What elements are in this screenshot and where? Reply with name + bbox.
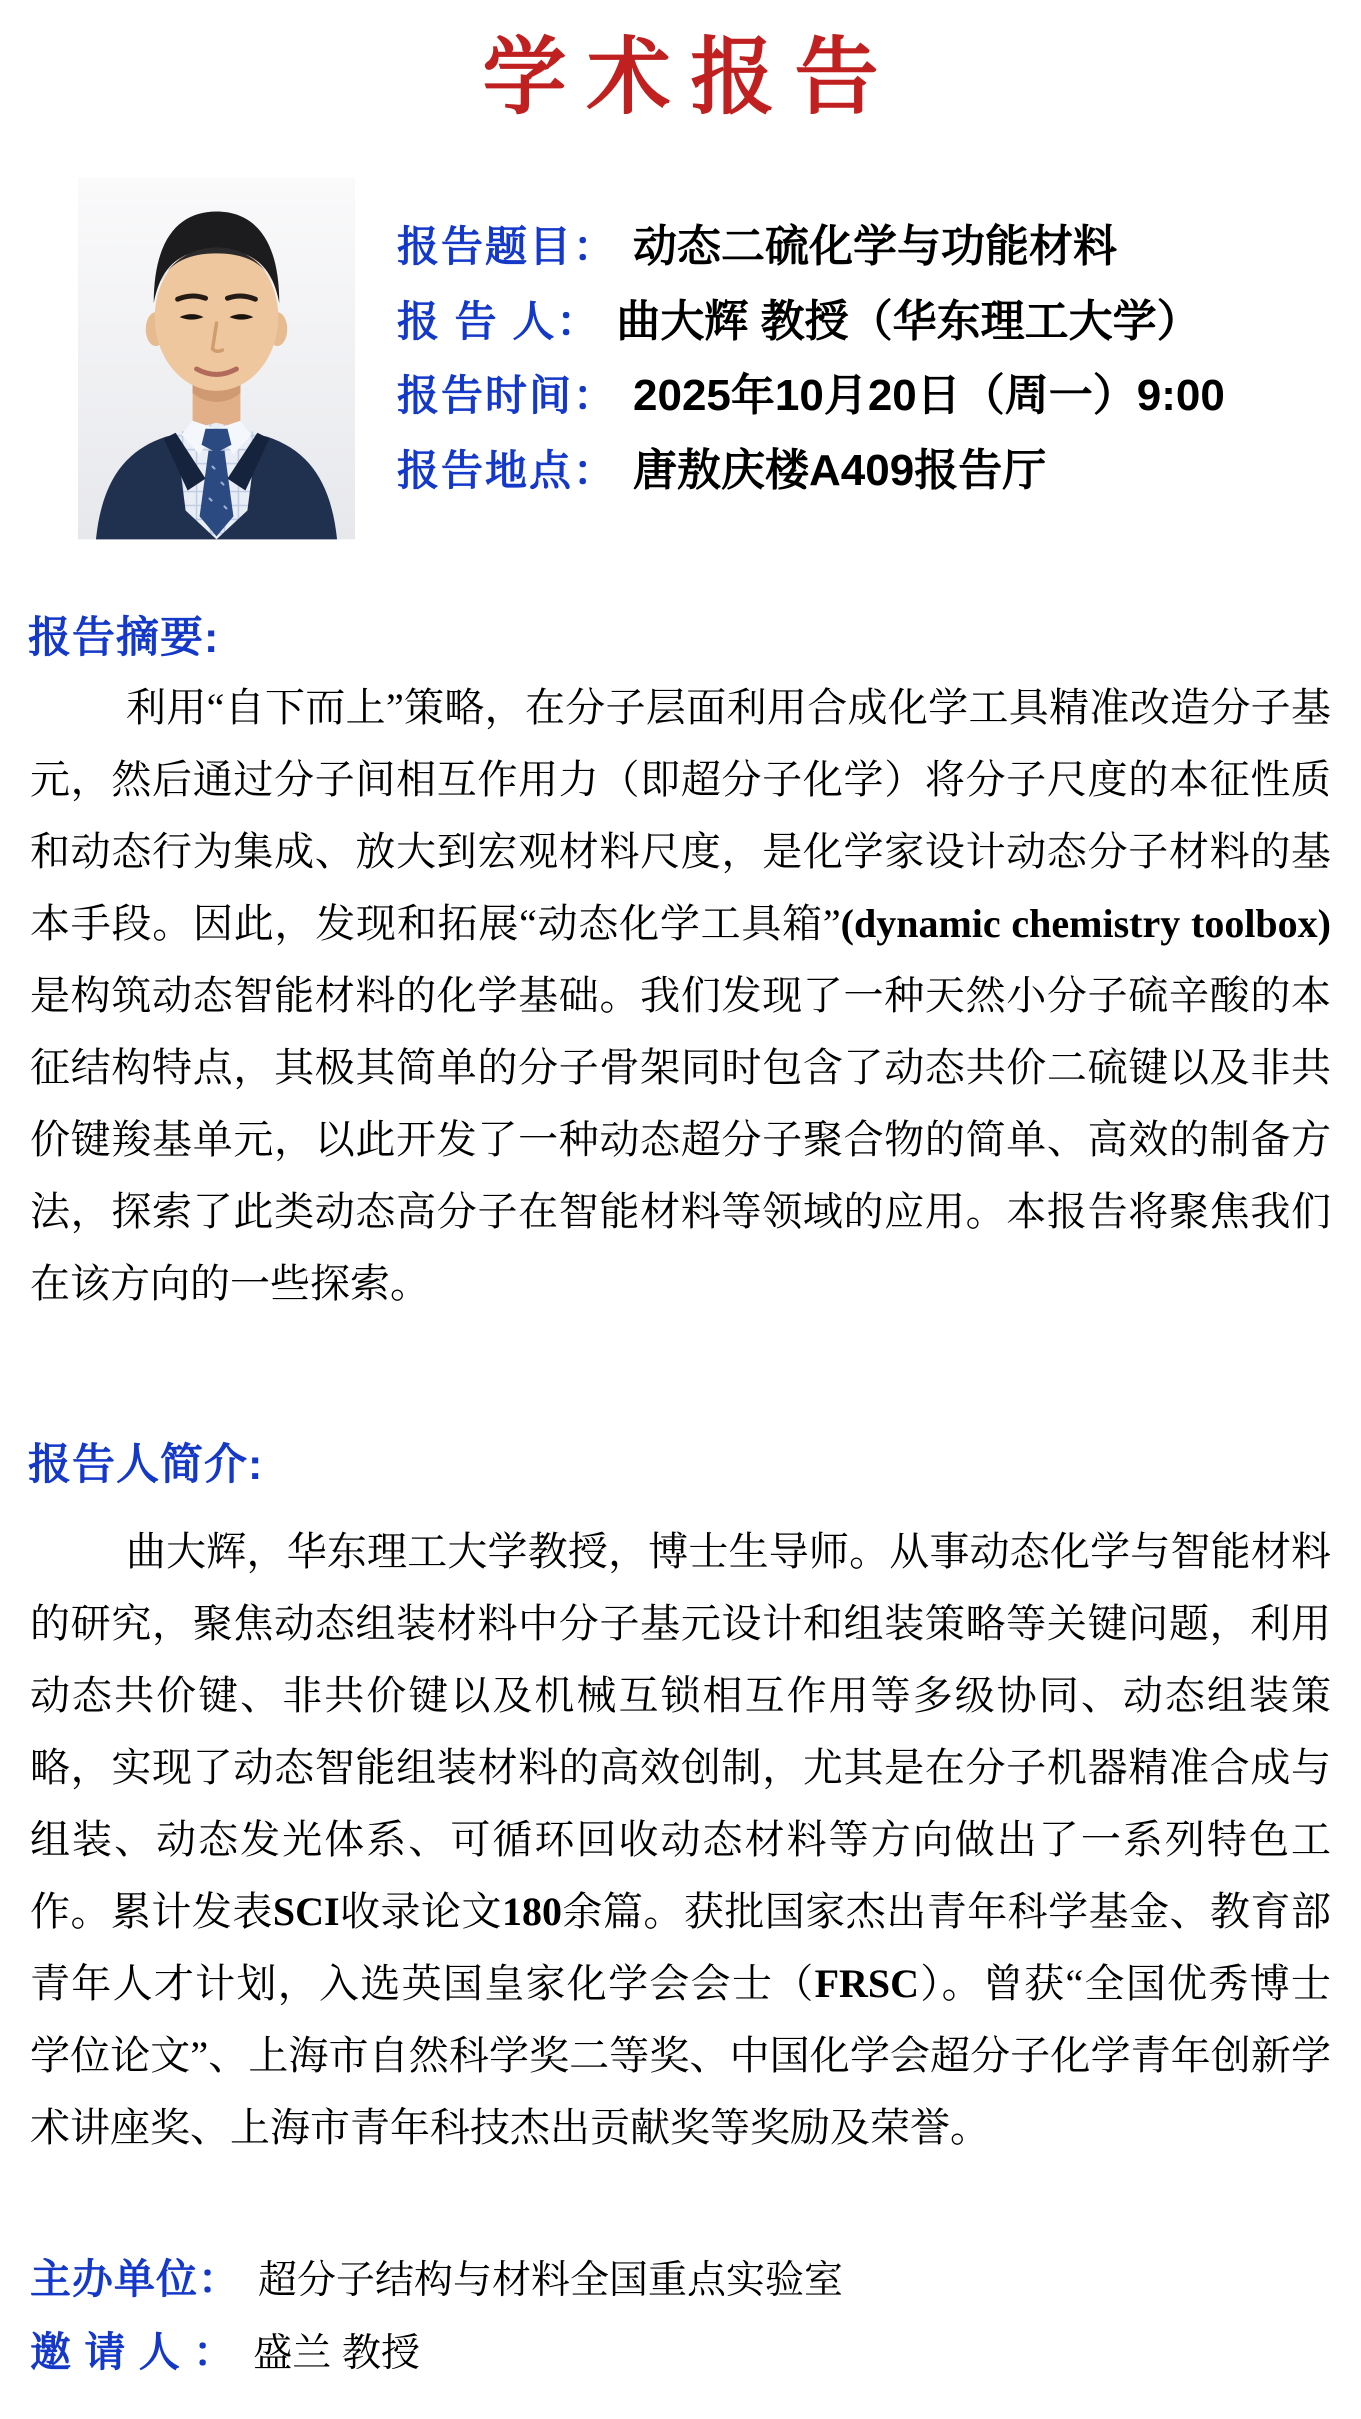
abstract-heading: 报告摘要: [28,614,220,662]
topic-value: 动态二硫化学与功能材料 [633,222,1118,271]
time-label: 报告时间： [397,372,618,419]
footer-row-inviter [30,2325,1330,2398]
info-row-time [397,367,1327,442]
lecture-info-list [397,218,1327,516]
inviter-value: 盛兰 教授 [253,2332,421,2375]
info-row-speaker [397,293,1327,368]
info-row-topic [397,218,1327,293]
page-title: 学术报告 [482,27,899,126]
organizer-label: 主办单位： [30,2256,240,2302]
footer-row-organizer [30,2252,1330,2325]
inviter-label: 邀 请 人 ： [30,2329,236,2375]
speaker-portrait-illustration [78,177,355,540]
location-label: 报告地点： [397,446,618,494]
speaker-photo [78,177,355,540]
organizer-value: 超分子结构与材料全国重点实验室 [258,2259,844,2302]
abstract-paragraph: 利用“自下而上”策略，在分子层面利用合成化学工具精准改造分子基元，然后通过分子间相互作用力（即超分子化学）将分子尺度的本征性质和动态行为集成、放大到宏观材料尺度，是化学家设计动态分子材料的基本手段。因此，发现和拓展“动态化学工具箱”(dynamic chemistry toolbox)是构筑动态智能材料的化学基础。我们发现了一种天然小分子硫辛酸的本征结构特点，其极其简单的分子骨架同时包含了动态共价二硫键以及非共价键羧基单元，以此开发了一种动态超分子聚合物的简单、高效的制备方法，探索了此类动态高分子在智能材料等领域的应用。本报告将聚焦我们在该方向的一些探索。 [30,685,1331,1306]
speaker-value: 曲大辉 教授（华东理工大学） [616,296,1201,346]
time-value: 2025年10月20日（周一）9:00 [633,371,1225,420]
bio-heading: 报告人简介: [28,1441,264,1489]
topic-label: 报告题目： [397,223,618,270]
bio-paragraph: 曲大辉，华东理工大学教授，博士生导师。从事动态化学与智能材料的研究，聚焦动态组装材料中分子基元设计和组装策略等关键问题，利用动态共价键、非共价键以及机械互锁相互作用等多级协同、动态组装策略，实现了动态智能组装材料的高效创制，尤其是在分子机器精准合成与组装、动态发光体系、可循环回收动态材料等方向做出了一系列特色工作。累计发表SCI收录论文180余篇。获批国家杰出青年科学基金、教育部青年人才计划，入选英国皇家化学会会士（FRSC）。曾获“全国优秀博士学位论文”、上海市自然科学奖二等奖、中国化学会超分子化学青年创新学术讲座奖、上海市青年科技杰出贡献奖等奖励及荣誉。 [30,1529,1332,2150]
footer-list [30,2252,1330,2398]
speaker-label: 报 告 人： [397,297,601,345]
info-row-location [397,442,1327,517]
location-value: 唐敖庆楼A409报告厅 [633,445,1047,495]
